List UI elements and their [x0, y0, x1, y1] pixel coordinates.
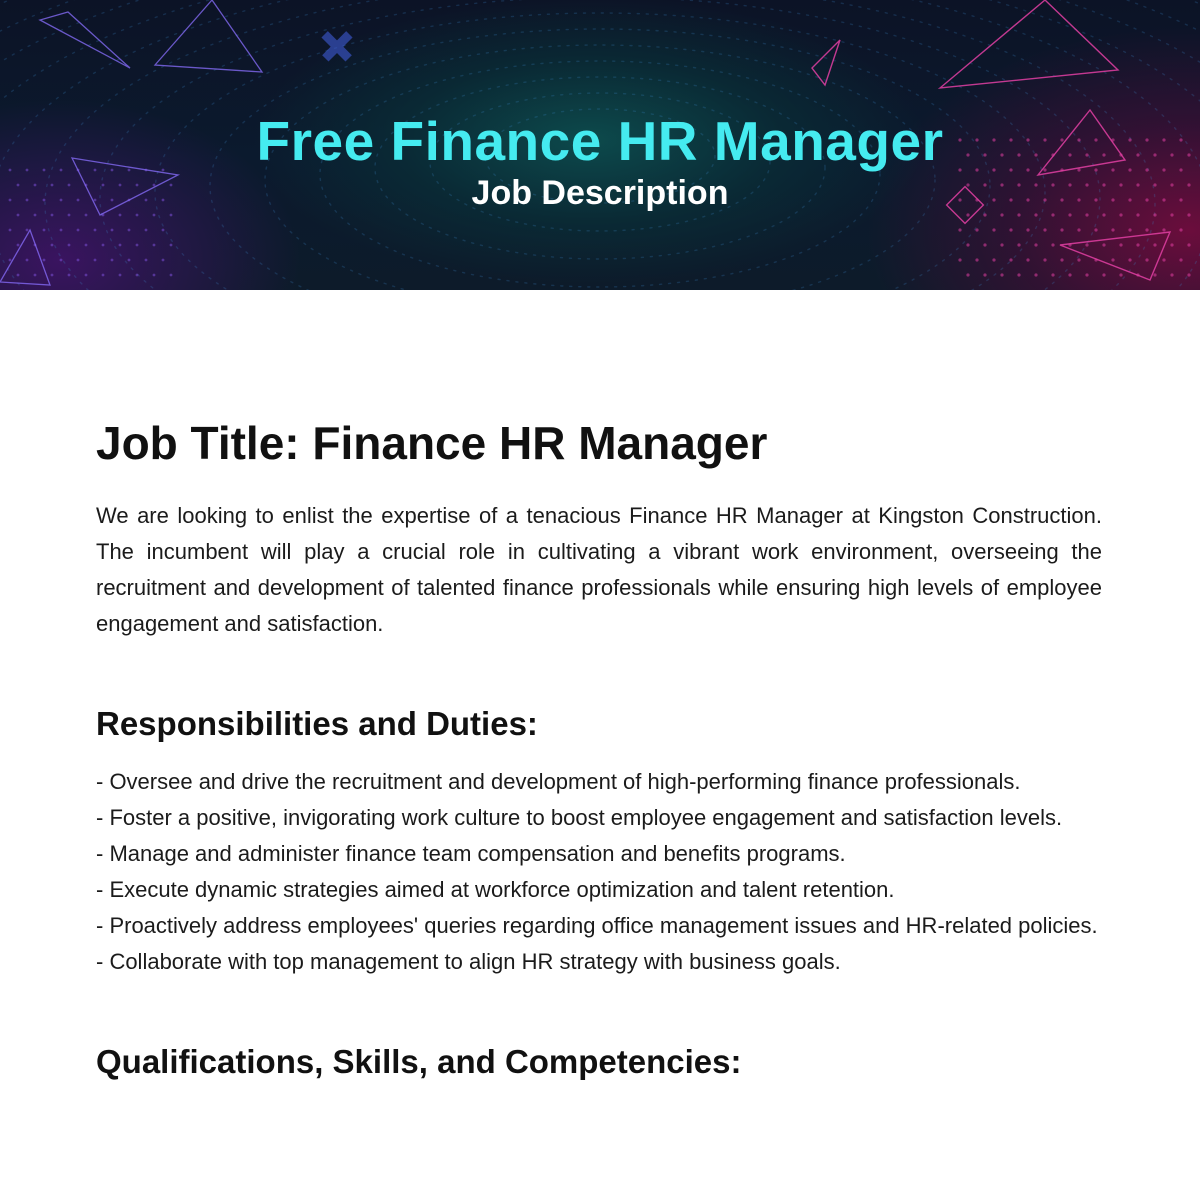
list-item: - Collaborate with top management to align HR strategy with business goals. — [96, 949, 841, 974]
intro-paragraph: We are looking to enlist the expertise of a tenacious Finance HR Manager at Kingston Construction. The incumbent will play a crucial role in cultivating a vibrant work environment, overseeing the recruitment and development of talented finance professionals while ensuring high levels of employee engagement and satisfaction. — [96, 503, 1102, 636]
list-item: - Manage and administer finance team compensation and benefits programs. — [96, 841, 846, 866]
list-item: - Proactively address employees' queries regarding office management issues and HR-related policies. — [96, 913, 1098, 938]
banner-title: Free Finance HR Manager — [256, 110, 944, 172]
list-item: - Foster a positive, invigorating work culture to boost employee engagement and satisfaction levels. — [96, 805, 1063, 830]
responsibilities-list — [96, 764, 1102, 980]
responsibilities-heading: Responsibilities and Duties: — [96, 705, 538, 742]
list-item: - Execute dynamic strategies aimed at workforce optimization and talent retention. — [96, 877, 895, 902]
job-description-body — [96, 410, 1102, 1086]
header-banner — [0, 0, 1200, 290]
banner-subtitle: Job Description — [471, 174, 729, 212]
job-title-heading: Job Title: Finance HR Manager — [96, 417, 768, 469]
qualifications-heading: Qualifications, Skills, and Competencies: — [96, 1043, 742, 1080]
list-item: - Oversee and drive the recruitment and development of high-performing finance professionals. — [96, 769, 1021, 794]
